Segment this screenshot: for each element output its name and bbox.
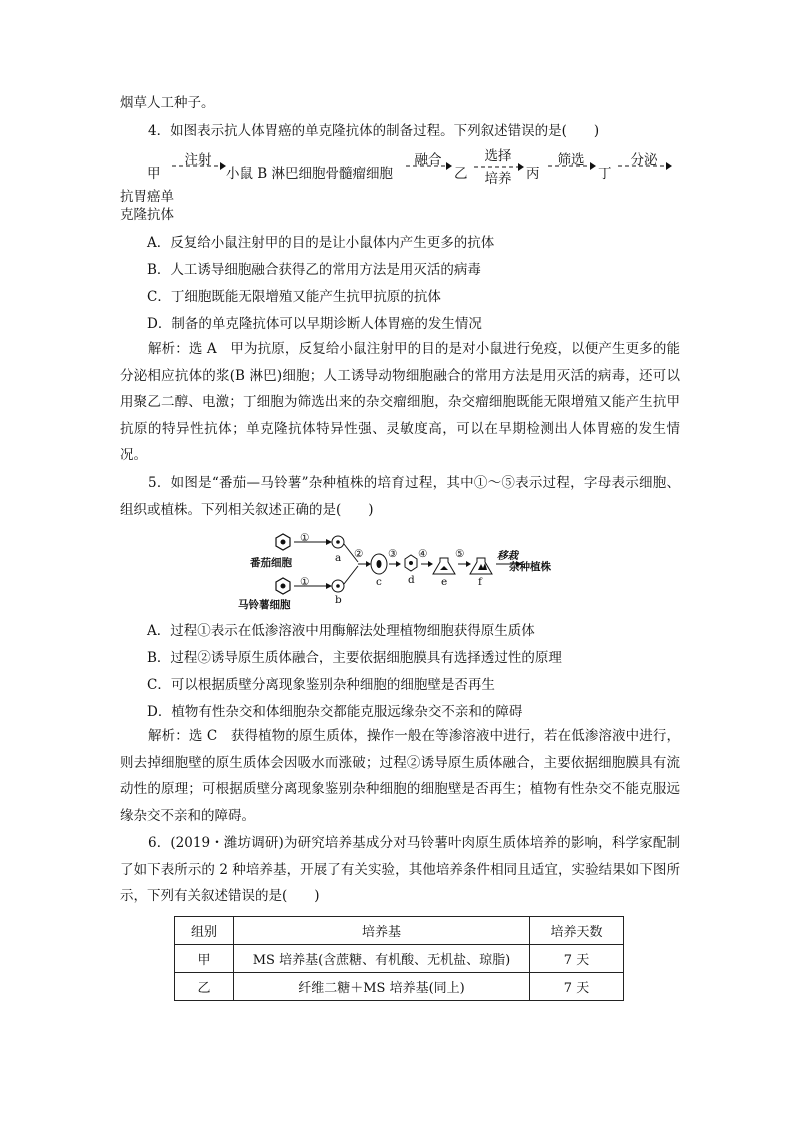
q5-hybrid-diagram — [238, 530, 560, 611]
q5-stem: 5．如图是“番茄—马铃薯”杂种植株的培育过程，其中①～⑤表示过程，字母表示细胞、组织或植株。下列相关叙述正确的是( ) — [120, 475, 680, 518]
flow-node-mouse-cells: 小鼠 B 淋巴细胞骨髓瘤细胞 — [226, 166, 394, 182]
letter-label: b — [335, 594, 342, 606]
flow-node-yi: 乙 — [454, 166, 468, 182]
step-label: ③ — [388, 548, 398, 560]
hybrid-plant-label: 杂种植株 — [509, 561, 551, 573]
flow-arrow-label: 融合 — [414, 152, 442, 168]
flow-end-node-line2: 克隆抗体 — [120, 207, 174, 223]
flow-start-node: 甲 — [147, 166, 161, 182]
q4-option-b: B．人工诱导细胞融合获得乙的常用方法是用灭活的病毒 — [147, 262, 481, 278]
dashed-arrow-icon — [404, 161, 452, 171]
letter-label: d — [408, 574, 415, 586]
q5-option-b: B．过程②诱导原生质体融合，主要依据细胞膜具有选择透过性的原理 — [147, 650, 562, 666]
flow-arrow-label: 选择 — [484, 148, 512, 164]
letter-label: c — [376, 576, 382, 588]
q4-option-a: A．反复给小鼠注射甲的目的是让小鼠体内产生更多的抗体 — [147, 235, 495, 251]
dashed-arrow-icon — [472, 162, 524, 172]
flow-arrow-label: 筛选 — [557, 152, 585, 168]
step-label: ⑤ — [455, 548, 465, 560]
flow-node-ding: 丁 — [598, 166, 612, 182]
flow-node-bing: 丙 — [526, 166, 540, 182]
q4-option-d: D．制备的单克隆抗体可以早期诊断人体胃癌的发生情况 — [147, 316, 482, 332]
q4-flow-diagram — [120, 148, 680, 187]
dashed-arrow-icon — [170, 161, 226, 171]
table-header-row — [175, 917, 624, 945]
table-row — [175, 973, 624, 1001]
q5-analysis: 解析：选 C 获得植物的原生质体，操作一般在等渗溶液中进行，若在低渗溶液中进行，则去掉细胞壁的原生质体会因吸水而涨破；过程②诱导原生质体融合，主要依据细胞膜具有流动性的原理；可根据质壁分离现象鉴别杂种细胞的细胞壁是否再生；植物有性杂交不能克服远缘杂交不亲和的障碍。 — [120, 728, 680, 824]
q6-medium-table — [174, 916, 624, 1001]
dashed-arrow-icon — [546, 161, 596, 171]
table-header-cell: 培养天数 — [530, 917, 624, 945]
table-header-cell: 培养基 — [234, 917, 530, 945]
table-cell: 7 天 — [530, 945, 624, 973]
q5-option-d: D．植物有性杂交和体细胞杂交都能克服远缘杂交不亲和的障碍 — [147, 704, 523, 720]
q6-stem: 6．(2019・潍坊调研)为研究培养基成分对马铃薯叶肉原生质体培养的影响，科学家配制了如下表所示的 2 种培养基，开展了有关实验，其他培养条件相同且适宜，实验结果如下图所示，下列有关叙述错误的是( ) — [120, 835, 680, 904]
potato-cell-label: 马铃薯细胞 — [238, 599, 291, 611]
dashed-arrow-icon — [616, 161, 672, 171]
table-row — [175, 945, 624, 973]
q4-analysis: 解析：选 A 甲为抗原，反复给小鼠注射甲的目的是对小鼠进行免疫，以便产生更多的能分泌相应抗体的浆(B 淋巴)细胞；人工诱导动物细胞融合的常用方法是用灭活的病毒，还可以用聚乙二醇、电激；丁细胞为筛选出来的杂交瘤细胞，杂交瘤细胞既能无限增殖又能产生抗甲抗原的特异性抗体；单克隆抗体特异性强、灵敏度高，可以在早期检测出人体胃癌的发生情况。 — [120, 341, 680, 463]
flow-end-node-line1: 抗胃癌单 — [120, 189, 174, 205]
flow-arrow-secrete — [616, 148, 672, 184]
flow-arrow-label: 培养 — [484, 171, 512, 187]
q5-option-c: C．可以根据质壁分离现象鉴别杂种细胞的细胞壁是否再生 — [147, 677, 495, 693]
q5-option-a: A．过程①表示在低渗溶液中用酶解法处理植物细胞获得原生质体 — [147, 623, 535, 639]
step-label: ② — [354, 548, 364, 560]
table-header-cell: 组别 — [175, 917, 234, 945]
flow-arrow-label: 分泌 — [630, 152, 658, 168]
flow-arrow-inject — [170, 148, 226, 184]
flow-arrow-select-culture — [472, 148, 524, 187]
flow-arrow-label: 注射 — [184, 152, 212, 168]
letter-label: a — [335, 552, 342, 564]
intro-tail: 烟草人工种子。 — [120, 95, 215, 111]
step-label: ④ — [418, 548, 428, 560]
letter-label: f — [478, 576, 482, 588]
table-cell: 乙 — [175, 973, 234, 1001]
tomato-cell-label: 番茄细胞 — [250, 557, 292, 569]
flow-arrow-screen — [546, 148, 596, 184]
letter-label: e — [441, 576, 448, 588]
table-cell: 甲 — [175, 945, 234, 973]
table-cell: MS 培养基(含蔗糖、有机酸、无机盐、琼脂) — [234, 945, 530, 973]
step-label: ① — [300, 532, 310, 544]
q4-stem: 4．如图表示抗人体胃癌的单克隆抗体的制备过程。下列叙述错误的是( ) — [148, 123, 600, 139]
table-cell: 7 天 — [530, 973, 624, 1001]
step-label: ① — [300, 576, 310, 588]
transplant-label: 移栽 — [497, 550, 518, 562]
table-cell: 纤维二糖＋MS 培养基(同上) — [234, 973, 530, 1001]
q4-option-c: C．丁细胞既能无限增殖又能产生抗甲抗原的抗体 — [147, 289, 441, 305]
flow-arrow-fusion — [404, 148, 452, 184]
